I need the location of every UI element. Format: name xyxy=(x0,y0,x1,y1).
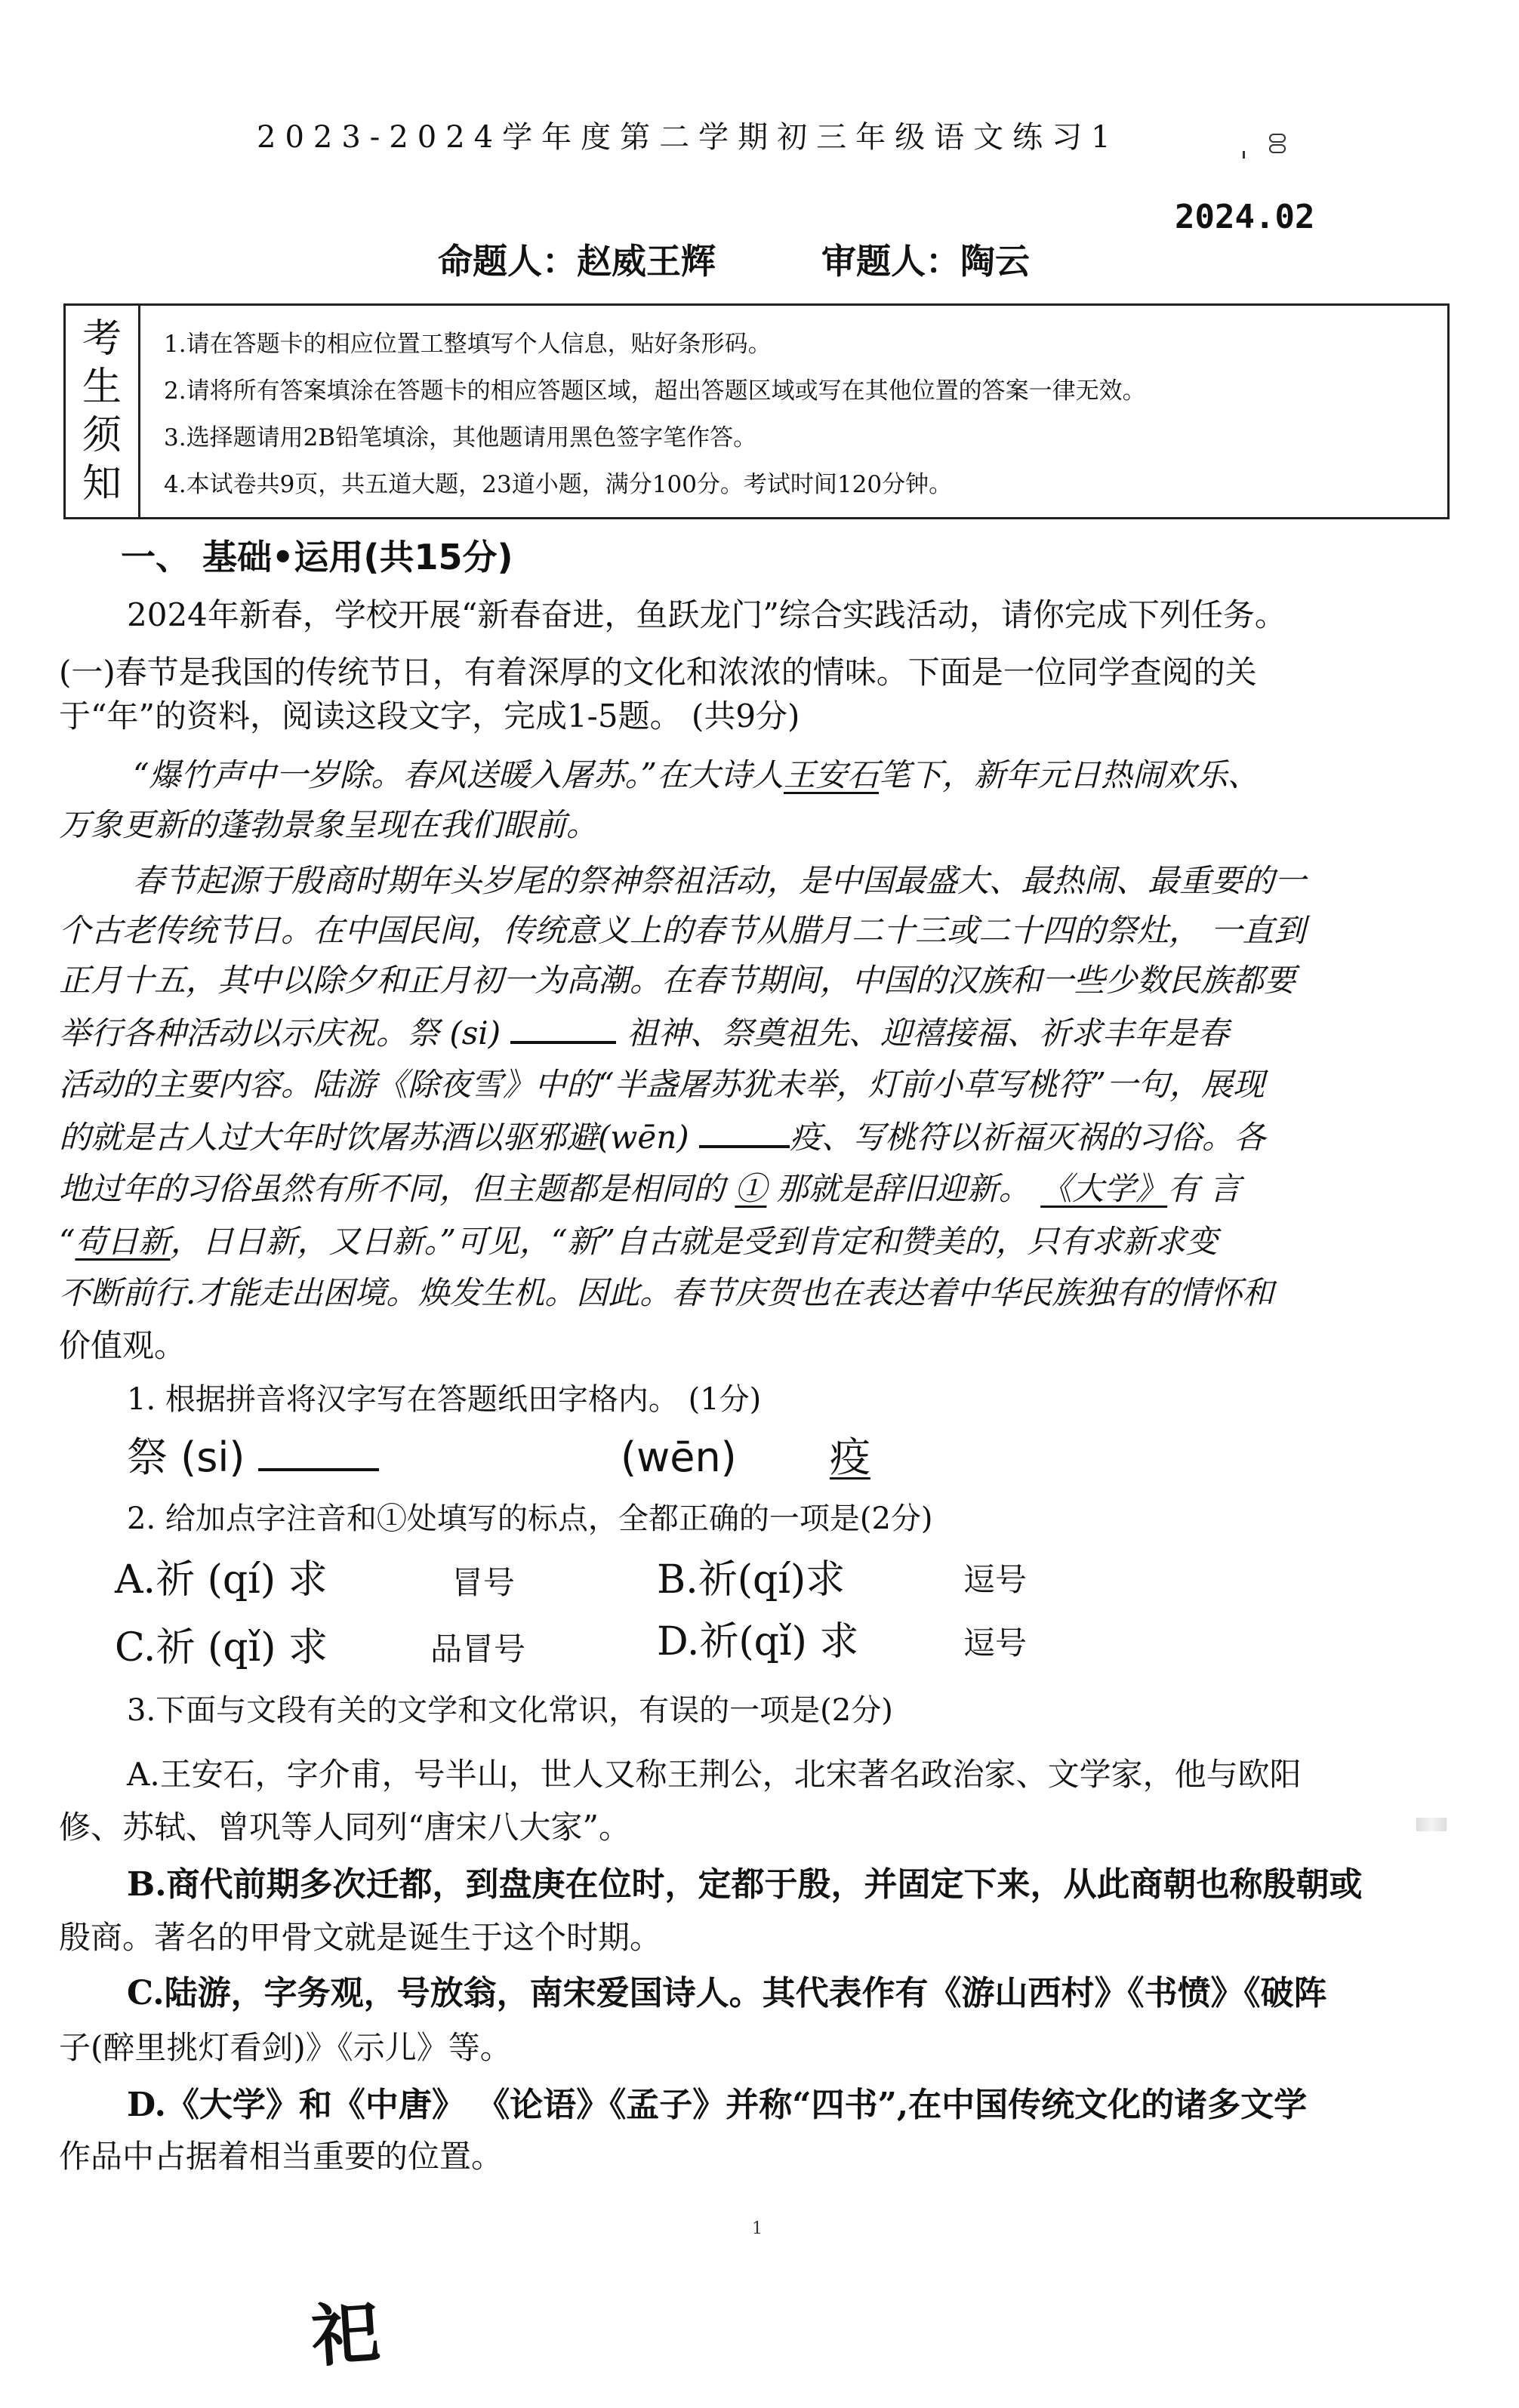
q2-option-b-punct: 逗号 xyxy=(963,1561,1028,1598)
handwritten-character: 祀 xyxy=(308,2292,383,2377)
scan-artifact xyxy=(1416,1818,1447,1831)
stray-mark xyxy=(1243,151,1245,159)
q3-option-b-line: B.商代前期多次迁都，到盘庚在位时，定都于殷，并固定下来，从此商朝也称殷朝或 xyxy=(127,1865,1363,1904)
passage-line: 地过年的习俗虽然有所不同，但主题都是相同的 ① 那就是辞旧迎新。 《大学》有 言 xyxy=(59,1170,1241,1207)
q1-answer-right: (wēn) 疫 xyxy=(621,1433,870,1481)
notice-item: 1.请在答题卡的相应位置工整填写个人信息，贴好条形码。 xyxy=(164,331,772,358)
fill-blank xyxy=(510,1015,616,1044)
q3-prompt: 3.下面与文段有关的文学和文化常识，有误的一项是(2分) xyxy=(127,1693,893,1728)
q2-option-d-punct: 逗号 xyxy=(963,1624,1028,1661)
q1-answer-left: 祭 (si) xyxy=(127,1425,379,1483)
section-heading: 一、 基础•运用(共15分) xyxy=(121,537,513,577)
exam-title: 2023-2024学年度第二学期初三年级语文练习1 xyxy=(257,120,1120,155)
q3-option-a-line: 修、苏轼、曾巩等人同列“唐宋八大家”。 xyxy=(59,1809,630,1846)
passage-line: 价值观。 xyxy=(59,1327,186,1364)
notice-items xyxy=(164,321,1146,508)
notice-label: 考 生 须 知 xyxy=(66,306,140,517)
q2-option-b: B.祈(qí)求 xyxy=(657,1557,846,1603)
author: 命题人：赵威王辉 xyxy=(438,241,716,282)
underlined-book: 《大学》 xyxy=(1040,1170,1168,1207)
q1-prompt: 1. 根据拼音将汉字写在答题纸田字格内。 (1分) xyxy=(127,1382,762,1417)
passage-line: 正月十五，其中以除夕和正月初一为高潮。在春节期间，中国的汉族和一些少数民族都要 xyxy=(59,962,1296,999)
notice-box xyxy=(63,303,1450,519)
passage-line: 活动的主要内容。陆游《除夜雪》中的“半盏屠苏犹未举，灯前小草写桃符”一句，展现 xyxy=(59,1066,1265,1103)
page-number: 1 xyxy=(752,2219,763,2238)
q3-option-d-line: 作品中占据着相当重要的位置。 xyxy=(59,2138,504,2175)
passage-line: 万象更新的蓬勃景象呈现在我们眼前。 xyxy=(59,806,599,843)
q3-option-d-line: D.《大学》和《中唐》 《论语》《孟子》并称“四书”,在中国传统文化的诸多文学 xyxy=(127,2086,1308,2124)
q3-option-c-line: C.陆游，字务观，号放翁，南宋爱国诗人。其代表作有《游山西村》《书愤》《破阵 xyxy=(127,1974,1327,2012)
section-intro: 2024年新春，学校开展“新春奋进，鱼跃龙门”综合实践活动，请你完成下列任务。 xyxy=(127,596,1286,633)
q3-option-c-line: 子(醉里挑灯看剑)》《示儿》等。 xyxy=(59,2029,512,2066)
fill-blank xyxy=(699,1119,790,1148)
binding-mark-icon xyxy=(1268,133,1286,156)
circle-marker: ① xyxy=(735,1170,767,1207)
passage-line: 春节起源于殷商时期年头岁尾的祭神祭祖活动，是中国最盛大、最热闹、最重要的一 xyxy=(133,862,1307,899)
underlined-name: 王安石 xyxy=(783,756,879,793)
passage-line: “苟日新，日日新，又日新。”可见，“新”自古就是受到肯定和赞美的，只有求新求变 xyxy=(59,1223,1218,1260)
q3-option-a-line: A.王安石，字介甫，号半山，世人又称王荆公，北宋著名政治家、文学家，他与欧阳 xyxy=(127,1756,1302,1793)
underlined-quote: 苟日新 xyxy=(75,1223,171,1260)
exam-date: 2024.02 xyxy=(1175,198,1315,236)
notice-item: 4.本试卷共9页，共五道大题，23道小题，满分100分。考试时间120分钟。 xyxy=(164,471,953,498)
q2-option-a-punct: 冒号 xyxy=(451,1564,516,1601)
q2-prompt: 2. 给加点字注音和①处填写的标点，全都正确的一项是(2分) xyxy=(127,1501,933,1536)
passage-line: 的就是古人过大年时饮屠苏酒以驱邪避(wēn) 疫、写桃符以祈福灭祸的习俗。各 xyxy=(59,1119,1266,1156)
reviewer: 审题人：陶云 xyxy=(821,241,1030,282)
passage-line: 举行各种活动以示庆祝。祭 (si) 祖神、祭奠祖先、迎禧接福、祈求丰年是春 xyxy=(59,1015,1229,1052)
passage-line: 不断前行.才能走出困境。焕发生机。因此。春节庆贺也在表达着中华民族独有的情怀和 xyxy=(59,1274,1274,1311)
q2-option-c-punct: 品冒号 xyxy=(430,1630,526,1667)
exam-authors xyxy=(438,234,1030,284)
notice-item: 3.选择题请用2B铅笔填涂，其他题请用黑色签字笔作答。 xyxy=(164,424,757,451)
part-intro-line: (一)春节是我国的传统节日，有着深厚的文化和浓浓的情味。下面是一位同学查阅的关 xyxy=(59,654,1257,691)
notice-item: 2.请将所有答案填涂在答题卡的相应答题区域，超出答题区域或写在其他位置的答案一律无效。 xyxy=(164,377,1146,405)
q2-option-d: D.祈(qǐ) 求 xyxy=(657,1619,859,1664)
q3-option-b-line: 殷商。著名的甲骨文就是诞生于这个时期。 xyxy=(59,1919,662,1956)
q2-option-a: A.祈 (qí) 求 xyxy=(115,1557,328,1603)
part-intro-line: 于“年”的资料，阅读这段文字，完成1-5题。 (共9分) xyxy=(59,697,800,734)
q2-option-c: C.祈 (qǐ) 求 xyxy=(115,1625,328,1671)
passage-line: 个古老传统节日。在中国民间，传统意义上的春节从腊月二十三或二十四的祭灶， 一直到 xyxy=(59,912,1306,949)
passage-line: “爆竹声中一岁除。春风送暖入屠苏。”在大诗人王安石笔下，新年元日热闹欢乐、 xyxy=(133,756,1259,793)
